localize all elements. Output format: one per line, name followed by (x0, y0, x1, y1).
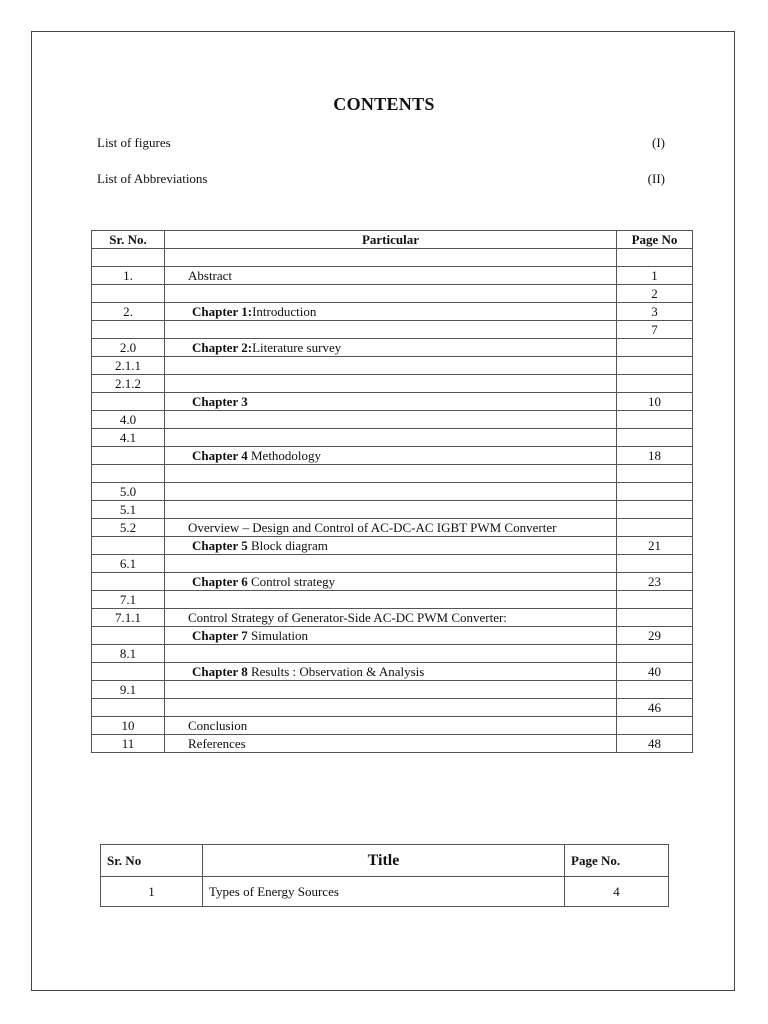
particular-cell (165, 339, 617, 357)
table-row (92, 681, 693, 699)
page-no-cell (617, 501, 693, 519)
particular-cell (165, 249, 617, 267)
table-row (92, 519, 693, 537)
sr-no-cell (92, 249, 165, 267)
table-row (92, 537, 693, 555)
table-row (92, 555, 693, 573)
page-no-cell (617, 465, 693, 483)
particular-cell (165, 627, 617, 645)
particular-cell (165, 267, 617, 285)
column-header-sr-no: Sr. No (101, 845, 203, 877)
figure-title: Types of Energy Sources (203, 877, 565, 907)
front-matter-label: List of Abbreviations (97, 171, 208, 186)
table-row (92, 699, 693, 717)
sr-no-cell (92, 663, 165, 681)
table-header-row (101, 845, 669, 877)
sr-no-cell: 6.1 (92, 555, 165, 573)
page-no-cell (617, 591, 693, 609)
contents-table (91, 230, 693, 753)
sr-no-cell: 10 (92, 717, 165, 735)
table-row (92, 591, 693, 609)
particular-text: Results : Observation & Analysis (247, 664, 425, 679)
table-row (92, 465, 693, 483)
column-header-page-no: Page No. (565, 845, 669, 877)
sr-no-cell (92, 573, 165, 591)
page-no-cell: 48 (617, 735, 693, 753)
front-matter-page: (I) (652, 135, 665, 150)
chapter-label: Chapter 1: (192, 304, 253, 319)
particular-text: Abstract (188, 268, 233, 283)
chapter-label: Chapter 7 (192, 628, 248, 643)
page-no-cell: 18 (617, 447, 693, 465)
sr-no-cell: 1. (92, 267, 165, 285)
front-matter-label: List of figures (97, 135, 171, 150)
particular-text: Simulation (247, 628, 309, 643)
table-row (92, 717, 693, 735)
particular-text: Overview – Design and Control of AC-DC-AC IGBT PWM Converter (188, 520, 557, 535)
particular-text: References (188, 736, 246, 751)
table-row (92, 375, 693, 393)
table-row (92, 321, 693, 339)
table-row (92, 501, 693, 519)
sr-no-cell: 4.0 (92, 411, 165, 429)
page-no-cell (617, 609, 693, 627)
particular-text: Block diagram (247, 538, 328, 553)
table-row (101, 877, 669, 907)
chapter-label: Chapter 3 (192, 394, 248, 409)
particular-cell (165, 717, 617, 735)
particular-cell (165, 411, 617, 429)
chapter-label: Chapter 8 (192, 664, 248, 679)
page-no-cell: 23 (617, 573, 693, 591)
particular-text: Introduction (252, 304, 317, 319)
sr-no-cell (92, 627, 165, 645)
chapter-label: Chapter 2: (192, 340, 253, 355)
particular-text: Literature survey (252, 340, 342, 355)
chapter-label: Chapter 5 (192, 538, 248, 553)
table-row (92, 411, 693, 429)
particular-cell (165, 735, 617, 753)
sr-no-cell: 7.1.1 (92, 609, 165, 627)
particular-cell (165, 537, 617, 555)
front-matter-page: (II) (647, 171, 665, 186)
particular-cell (165, 357, 617, 375)
page-no-cell: 10 (617, 393, 693, 411)
column-header-particular: Particular (165, 231, 617, 249)
table-row (92, 645, 693, 663)
particular-cell (165, 321, 617, 339)
table-row (92, 357, 693, 375)
particular-cell (165, 375, 617, 393)
figure-sr-no: 1 (101, 877, 203, 907)
particular-cell (165, 609, 617, 627)
page-no-cell (617, 717, 693, 735)
particular-text: Control Strategy of Generator-Side AC-DC PWM Converter: (188, 610, 507, 625)
sr-no-cell (92, 447, 165, 465)
page-no-cell (617, 681, 693, 699)
particular-cell (165, 483, 617, 501)
page-no-cell (617, 645, 693, 663)
particular-cell (165, 699, 617, 717)
sr-no-cell: 9.1 (92, 681, 165, 699)
table-row (92, 483, 693, 501)
page-no-cell: 7 (617, 321, 693, 339)
sr-no-cell (92, 699, 165, 717)
sr-no-cell: 2.1.2 (92, 375, 165, 393)
table-row (92, 393, 693, 411)
particular-cell (165, 393, 617, 411)
table-row (92, 735, 693, 753)
front-matter-row (97, 171, 667, 187)
particular-cell (165, 519, 617, 537)
page-no-cell (617, 249, 693, 267)
sr-no-cell (92, 537, 165, 555)
sr-no-cell: 2.1.1 (92, 357, 165, 375)
sr-no-cell (92, 321, 165, 339)
particular-cell (165, 645, 617, 663)
table-row (92, 339, 693, 357)
particular-cell (165, 303, 617, 321)
table-row (92, 447, 693, 465)
sr-no-cell (92, 393, 165, 411)
page-no-cell: 3 (617, 303, 693, 321)
table-row (92, 249, 693, 267)
particular-cell (165, 465, 617, 483)
table-header-row (92, 231, 693, 249)
particular-cell (165, 591, 617, 609)
chapter-label: Chapter 6 (192, 574, 248, 589)
page-no-cell (617, 411, 693, 429)
page-title: CONTENTS (333, 94, 435, 114)
page-no-cell (617, 483, 693, 501)
particular-cell (165, 663, 617, 681)
page-no-cell (617, 375, 693, 393)
particular-cell (165, 447, 617, 465)
page-no-cell: 29 (617, 627, 693, 645)
figure-page: 4 (565, 877, 669, 907)
particular-cell (165, 501, 617, 519)
page-no-cell: 46 (617, 699, 693, 717)
column-header-page-no: Page No (617, 231, 693, 249)
page-no-cell (617, 357, 693, 375)
column-header-title: Title (203, 845, 565, 877)
particular-cell (165, 573, 617, 591)
page-no-cell (617, 555, 693, 573)
particular-cell (165, 555, 617, 573)
sr-no-cell: 5.1 (92, 501, 165, 519)
table-row (92, 429, 693, 447)
page-no-cell: 2 (617, 285, 693, 303)
particular-cell (165, 681, 617, 699)
figures-table (100, 844, 669, 907)
sr-no-cell: 8.1 (92, 645, 165, 663)
sr-no-cell: 11 (92, 735, 165, 753)
table-row (92, 663, 693, 681)
column-header-sr-no: Sr. No. (92, 231, 165, 249)
sr-no-cell: 2. (92, 303, 165, 321)
table-row (92, 267, 693, 285)
sr-no-cell: 7.1 (92, 591, 165, 609)
sr-no-cell: 5.0 (92, 483, 165, 501)
sr-no-cell: 5.2 (92, 519, 165, 537)
table-row (92, 303, 693, 321)
sr-no-cell (92, 285, 165, 303)
sr-no-cell (92, 465, 165, 483)
particular-cell (165, 429, 617, 447)
chapter-label: Chapter 4 (192, 448, 248, 463)
page-no-cell: 1 (617, 267, 693, 285)
table-row (92, 573, 693, 591)
table-row (92, 609, 693, 627)
page-no-cell: 21 (617, 537, 693, 555)
particular-text: Methodology (247, 448, 322, 463)
particular-text: Conclusion (188, 718, 248, 733)
page-no-cell (617, 519, 693, 537)
sr-no-cell: 2.0 (92, 339, 165, 357)
page-no-cell: 40 (617, 663, 693, 681)
particular-text: Control strategy (247, 574, 336, 589)
table-row (92, 285, 693, 303)
table-row (92, 627, 693, 645)
contents-table-body (92, 249, 693, 753)
particular-cell (165, 285, 617, 303)
sr-no-cell: 4.1 (92, 429, 165, 447)
page-no-cell (617, 339, 693, 357)
page-no-cell (617, 429, 693, 447)
front-matter-row (97, 135, 667, 151)
